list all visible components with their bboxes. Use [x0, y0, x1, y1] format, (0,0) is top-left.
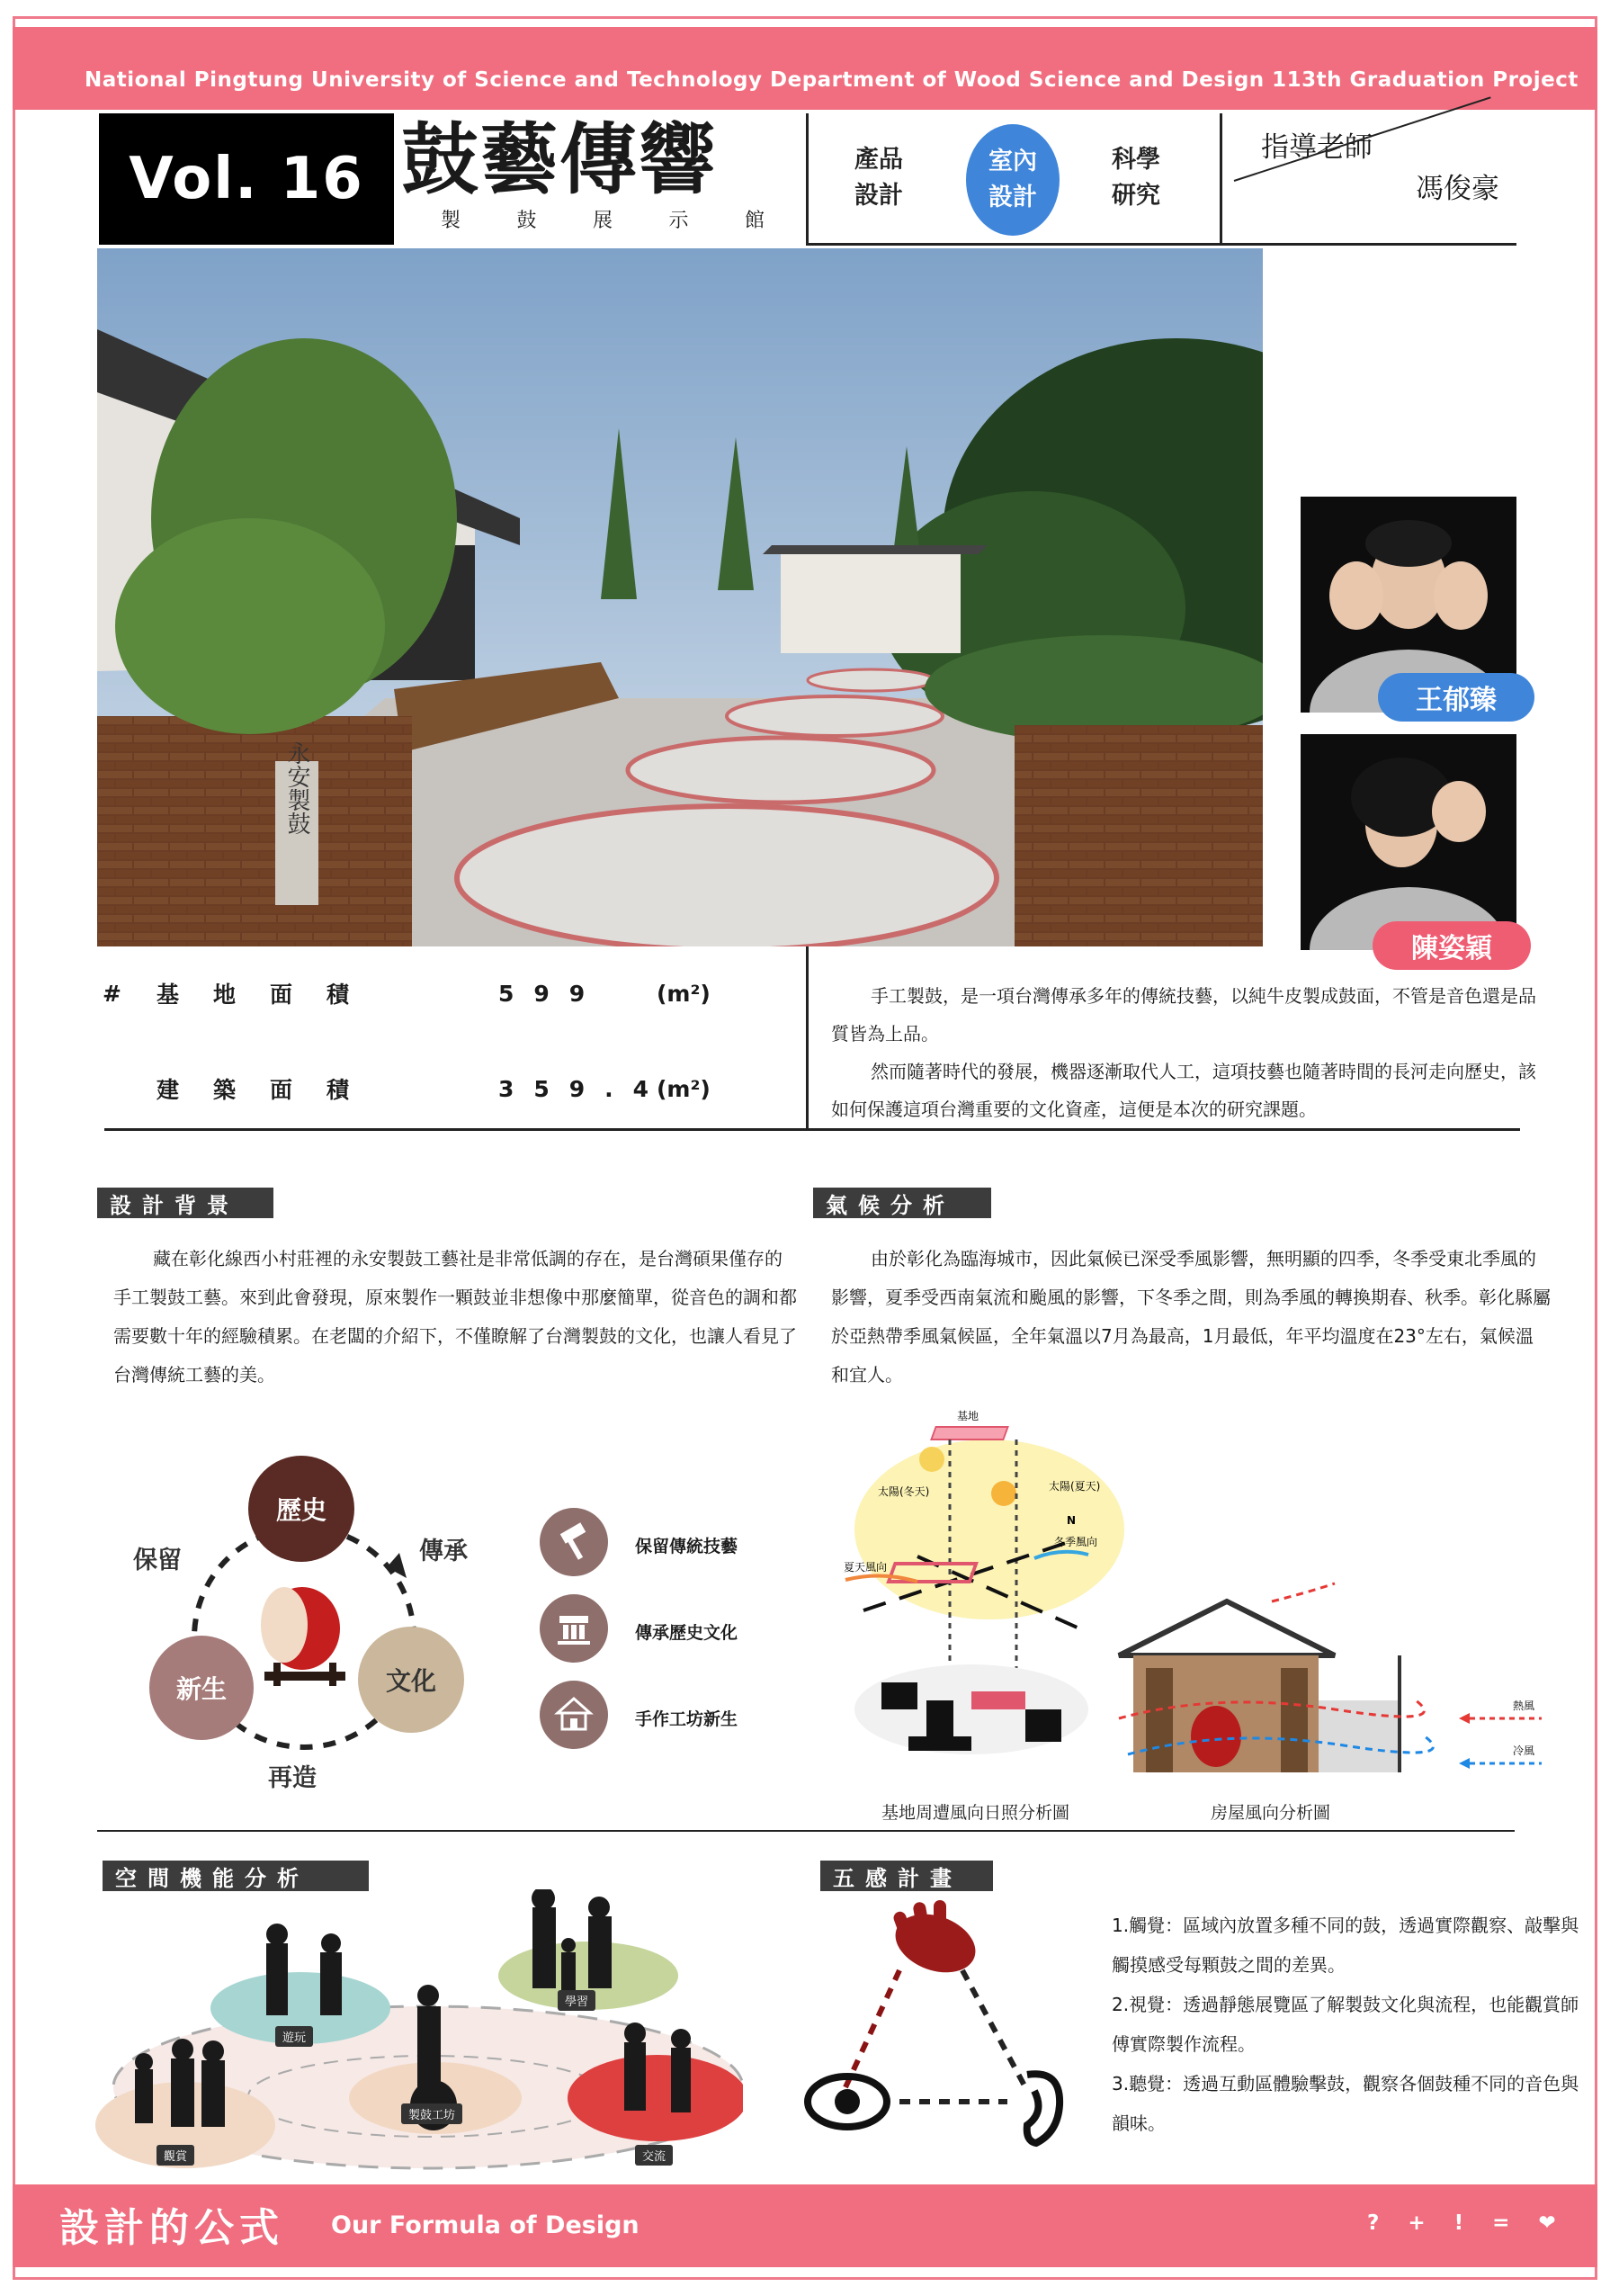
info-underline	[104, 1128, 1520, 1131]
item-inherit-culture: 傳承歷史文化	[635, 1623, 738, 1643]
section-divider	[97, 1830, 1515, 1832]
cycle-recreate: 再造	[268, 1764, 317, 1792]
building-icon	[540, 1594, 608, 1663]
footer-title-en: Our Formula of Design	[331, 2211, 640, 2239]
hero-rendering	[97, 248, 1263, 946]
advisor-label: 指導老師	[1261, 131, 1373, 164]
banner-text: National Pingtung University of Science and Technology Department of Wood Science and Design 113th Graduation Project	[85, 68, 1579, 92]
legend-hot-wind: 熱風	[1513, 1700, 1535, 1712]
zone-label-workshop: 製鼓工坊	[401, 2103, 462, 2124]
drum-icon	[261, 1587, 345, 1686]
base-area-row	[103, 977, 711, 1009]
header-underline	[806, 243, 1516, 246]
advisor-name: 馮俊豪	[1416, 173, 1499, 205]
sense-touch: 1.觸覺：區域內放置多種不同的鼓，透過實際觀察、敲擊與觸摸感受每顆鼓之間的差異。	[1112, 1915, 1579, 1976]
senses-diagram	[801, 1898, 1088, 2159]
climate-text: 由於彰化為臨海城市，因此氣候已深受季風影響，無明顯的四季，冬季受東北季風的影響，夏季受西南氣流和颱風的影響，下冬季之間，則為季風的轉換期春、秋季。彰化縣屬於亞熱帶季風氣候區，全年氣溫以7月為最高，1月最低，年平均溫度在23°左右，氣候溫和宜人。	[831, 1248, 1551, 1386]
cycle-rebirth: 新生	[149, 1636, 254, 1740]
student-portrait-2	[1301, 734, 1516, 950]
caption-site-diagram: 基地周遭風向日照分析圖	[881, 1803, 1070, 1823]
section-title-space: 空間機能分析	[103, 1861, 369, 1891]
legend-cold-wind: 冷風	[1513, 1744, 1535, 1757]
base-area-unit: (m²)	[657, 980, 711, 1007]
volume-box: Vol. 16	[99, 113, 394, 245]
diagram-sun-winter: 太陽(冬天)	[878, 1485, 930, 1498]
zone-label-learn: 學習	[558, 1990, 595, 2011]
building-area-label: 建築面積	[157, 1077, 384, 1103]
project-subtitle: 製 鼓 展 示 館	[441, 210, 765, 232]
hash-mark: #	[103, 980, 121, 1007]
sense-hearing: 3.聽覺：透過互動區體驗擊鼓，觀察各個鼓種不同的音色與韻味。	[1112, 2073, 1579, 2134]
senses-list	[1112, 1906, 1579, 2143]
zone-label-view: 觀賞	[157, 2145, 194, 2166]
cycle-history: 歷史	[248, 1456, 354, 1562]
diagram-wind-winter: 冬季風向	[1054, 1536, 1098, 1548]
item-preserve-craft: 保留傳統技藝	[635, 1537, 738, 1556]
diagram-site-label: 基地	[957, 1410, 979, 1422]
zone-label-play: 遊玩	[275, 2026, 313, 2047]
intro-text: 手工製鼓，是一項台灣傳承多年的傳統技藝，以純牛皮製成鼓面，不管是音色還是品質皆為上品。 然而隨著時代的發展，機器逐漸取代人工，這項技藝也隨著時間的長河走向歷史，該如何保護這項台灣重要的文化資產，這便是本次的研究課題。	[831, 985, 1536, 1120]
section-title-climate: 氣候分析	[813, 1188, 991, 1218]
cycle-preserve: 保留	[133, 1547, 182, 1574]
diagram-north: N	[1067, 1514, 1077, 1527]
workshop-house-icon	[540, 1681, 608, 1749]
header-divider	[806, 113, 809, 245]
building-area-value: 359.4	[498, 1075, 669, 1102]
section-title-background: 設計背景	[97, 1188, 273, 1218]
space-function-diagram	[95, 1889, 743, 2177]
ear-icon	[1027, 2074, 1060, 2143]
cycle-inherit: 傳承	[419, 1538, 468, 1565]
category-product-design: 產品 設計	[854, 146, 903, 210]
building-area-row	[103, 1072, 711, 1105]
header-divider	[1220, 113, 1222, 245]
project-title: 鼓藝傳響	[401, 115, 718, 205]
building-area-unit: (m²)	[657, 1075, 711, 1102]
house-wind-diagram	[1110, 1574, 1578, 1781]
caption-house-diagram: 房屋風向分析圖	[1211, 1803, 1331, 1823]
zone-label-exchange: 交流	[635, 2145, 673, 2166]
footer-title-zh: 設計的公式	[59, 2205, 284, 2251]
student-name-tag-2: 陳姿穎	[1373, 921, 1531, 970]
portrait-photo	[1301, 734, 1516, 950]
background-text: 藏在彰化線西小村莊裡的永安製鼓工藝社是非常低調的存在，是台灣碩果僅存的手工製鼓工藝。來到此會發現，原來製作一顆鼓並非想像中那麼簡單，從音色的調和都需要數十年的經驗積累。在老闆的介紹下，不僅瞭解了台灣製鼓的文化，也讓人看見了台灣傳統工藝的美。	[113, 1248, 797, 1386]
hammer-icon	[540, 1508, 608, 1576]
student-name-tag-1: 王郁臻	[1378, 673, 1534, 722]
hand-icon	[888, 1900, 984, 1983]
diagram-sun-summer: 太陽(夏天)	[1049, 1480, 1101, 1493]
sense-sight: 2.視覺：透過靜態展覽區了解製鼓文化與流程，也能觀賞師傅實際製作流程。	[1112, 1994, 1579, 2055]
category-interior-design: 室內 設計	[966, 124, 1060, 236]
hero-sign-text: 永安製鼓	[283, 741, 310, 835]
info-divider	[806, 946, 809, 1130]
base-area-value: 599	[498, 980, 605, 1007]
section-title-senses: 五感計畫	[820, 1861, 993, 1891]
base-area-label: 基地面積	[157, 982, 384, 1008]
courtyard-render-image	[97, 248, 1263, 946]
diagram-wind-summer: 夏天風向	[844, 1561, 888, 1574]
item-workshop-rebirth: 手作工坊新生	[635, 1709, 738, 1729]
footer-formula: ? + ! = ❤	[1367, 2211, 1567, 2235]
category-science-research: 科學 研究	[1112, 146, 1160, 210]
cycle-culture: 文化	[358, 1627, 464, 1733]
